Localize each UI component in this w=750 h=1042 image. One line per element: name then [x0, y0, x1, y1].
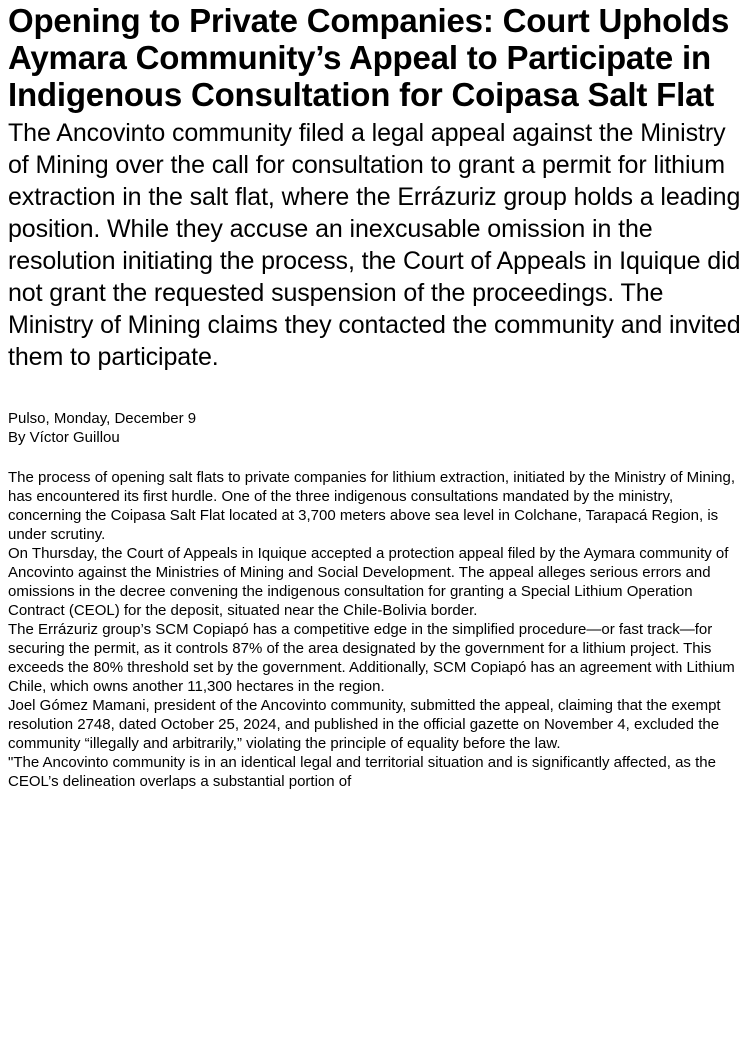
- article-meta: [8, 409, 744, 447]
- article-headline: Opening to Private Companies: Court Upholds Aymara Community’s Appeal to Participate in Indigenous Consultation for Coipasa Salt Flat: [8, 2, 730, 113]
- byline: By Víctor Guillou: [8, 429, 120, 446]
- body-paragraph: "The Ancovinto community is in an identical legal and territorial situation and is significantly affected, as the CEOL’s delineation overlaps a substantial portion of: [8, 754, 716, 790]
- source-date: Pulso, Monday, December 9: [8, 410, 197, 427]
- body-paragraph: Joel Gómez Mamani, president of the Ancovinto community, submitted the appeal, claiming that the exempt resolution 2748, dated October 25, 2024, and published in the official gazette on November 4, excluded the community “illegally and arbitrarily,” violating the principle of equality before the law.: [8, 697, 721, 752]
- body-paragraph: The Errázuriz group’s SCM Copiapó has a competitive edge in the simplified procedure—or fast track—for securing the permit, as it controls 87% of the area designated by the government for a lithium project. This exceeds the 80% threshold set by the government. Additionally, SCM Copiapó has an agreement with Lithium Chile, which owns another 11,300 hectares in the region.: [8, 621, 735, 695]
- article: [8, 2, 744, 791]
- body-paragraph: On Thursday, the Court of Appeals in Iquique accepted a protection appeal filed by the Aymara community of Ancovinto against the Ministries of Mining and Social Development. The appeal alleges serious errors and omissions in the decree convening the indigenous consultation for granting a Special Lithium Operation Contract (CEOL) for the deposit, situated near the Chile-Bolivia border.: [8, 545, 729, 619]
- body-paragraph: The process of opening salt flats to private companies for lithium extraction, initiated by the Ministry of Mining, has encountered its first hurdle. One of the three indigenous consultations mandated by the ministry, concerning the Coipasa Salt Flat located at 3,700 meters above sea level in Colchane, Tarapacá Region, is under scrutiny.: [8, 469, 736, 543]
- article-body: [8, 468, 744, 791]
- article-subheadline: The Ancovinto community filed a legal appeal against the Ministry of Mining over the call for consultation to grant a permit for lithium extraction in the salt flat, where the Errázuriz group holds a leading position. While they accuse an inexcusable omission in the resolution initiating the process, the Court of Appeals in Iquique did not grant the requested suspension of the proceedings. The Ministry of Mining claims they contacted the community and invited them to participate.: [8, 119, 741, 371]
